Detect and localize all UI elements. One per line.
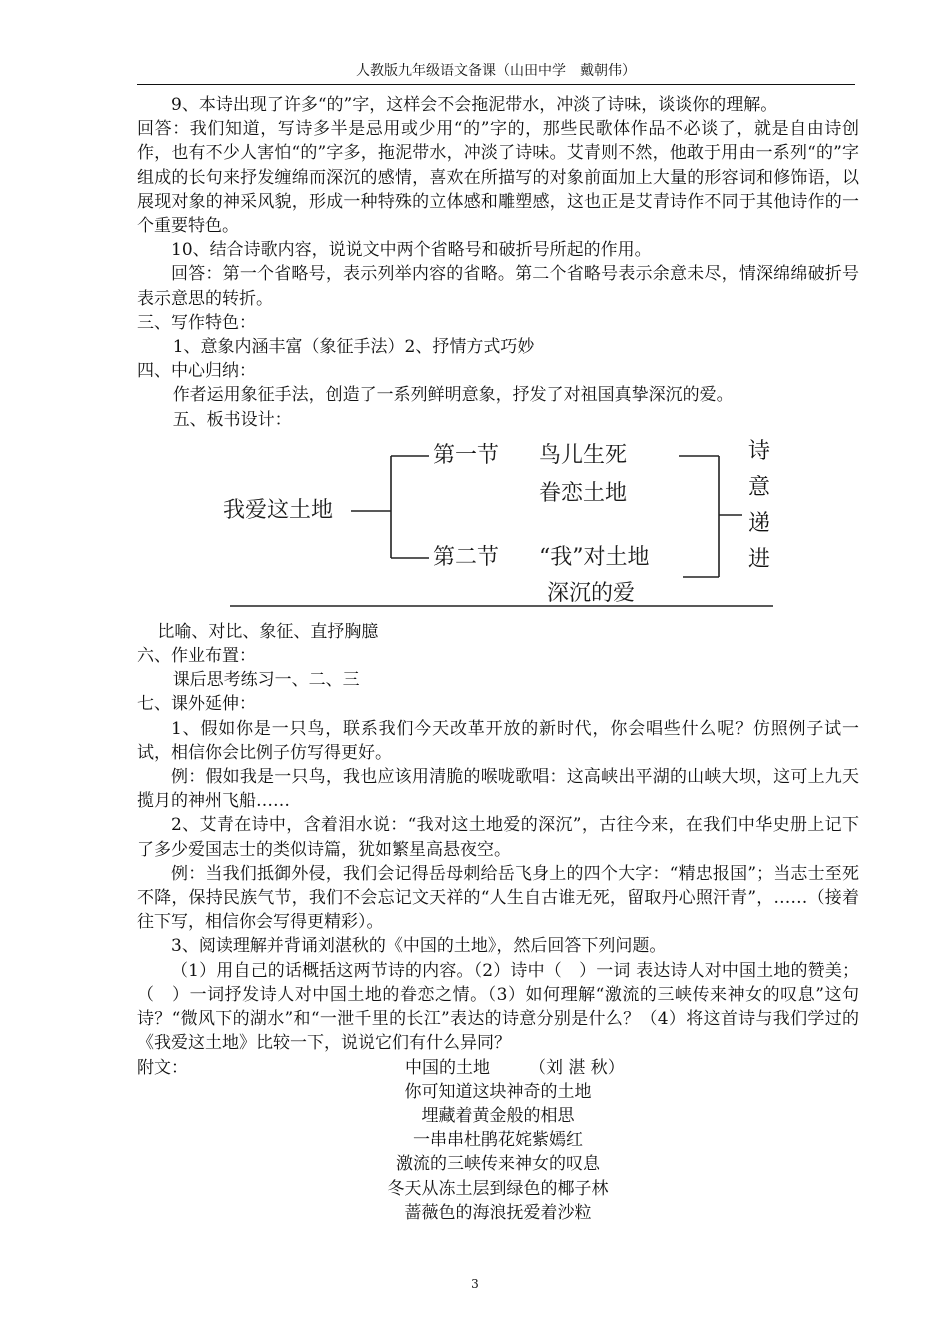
poem-line: 蔷薇色的海浪抚爱着沙粒 <box>404 1202 592 1223</box>
poem-line: 冬天从冻土层到绿色的椰子林 <box>387 1178 609 1199</box>
board-section-1-line-2: 眷恋土地 <box>539 480 628 506</box>
poem-line: 激流的三峡传来神女的叹息 <box>396 1154 600 1175</box>
question-9: 9、本诗出现了许多“的”字，这样会不会拖泥带水，冲淡了诗味，谈谈你的理解。 <box>171 95 778 115</box>
section-7-heading: 七、课外延伸： <box>137 694 256 715</box>
answer-10: 回答：第一个省略号，表示列举内容的省略。第二个省略号表示余意未尽，情深绵绵破折号表示意思的转折。 <box>137 264 859 309</box>
board-root: 我爱这土地 <box>223 497 334 523</box>
extension-item: 例：当我们抵御外侵，我们会记得岳母刺给岳飞身上的四个大字：“精忠报国”；当志士至死不降，保持民族气节，我们不会忘记文天祥的“人生自古谁无死，留取丹心照汗青”，……（接着往下写，相信你会写得更精彩）。 <box>137 863 859 933</box>
board-summary-char: 诗 <box>747 438 770 464</box>
section-3-heading: 三、写作特色： <box>137 312 256 333</box>
section-6-content: 课后思考练习一、二、三 <box>172 670 360 691</box>
poem-line: 一串串杜鹃花姹紫嫣红 <box>413 1130 583 1151</box>
section-3-content: 1、意象内涵丰富（象征手法）2、抒情方式巧妙 <box>172 337 535 358</box>
appendix-heading-row <box>137 1056 859 1080</box>
extension-item: 3、阅读理解并背诵刘湛秋的《中国的土地》，然后回答下列问题。 <box>171 936 667 957</box>
board-section-1: 第一节 <box>433 442 500 468</box>
board-summary-char: 进 <box>747 546 770 572</box>
extension-item: （1）用自己的话概括这两节诗的内容。（2）诗中（ ）一词 表达诗人对中国土地的赞美；（ ）一词抒发诗人对中国土地的眷恋之情。（3）如何理解“激流的三峡传来神女的叹息”这句诗？“微风下的湖水”和“一泄千里的长江”表达的诗意分别是什么？（4）将这首诗与我们学过的《我爱这土地》比较一下，说说它们有什么异同？ <box>137 960 859 1054</box>
poem-title: 中国的土地 <box>405 1057 490 1078</box>
poem-author: （刘 湛 秋） <box>529 1057 625 1078</box>
section-4-content: 作者运用象征手法，创造了一系列鲜明意象，抒发了对祖国真挚深沉的爱。 <box>172 385 734 406</box>
question-10: 10、结合诗歌内容，说说文中两个省略号和破折号所起的作用。 <box>171 240 652 261</box>
board-summary-char: 递 <box>747 510 770 536</box>
extension-item: 2、艾青在诗中，含着泪水说：“我对这土地爱的深沉”，古往今来，在我们中华史册上记下了多少爱国志士的类似诗篇，犹如繁星高悬夜空。 <box>137 815 859 860</box>
board-section-2-line-2: 深沉的爱 <box>547 580 636 606</box>
section-5-heading: 五、板书设计： <box>172 409 292 430</box>
poem-line: 你可知道这块神奇的土地 <box>404 1081 592 1102</box>
answer-9: 回答：我们知道，写诗多半是忌用或少用“的”字的，那些民歌体作品不必谈了，就是自由诗创作，也有不少人害怕“的”字多，拖泥带水，冲淡了诗味。艾青则不然，他敢于用由一系列“的”字组成的长句来抒发缠绵而深沉的感情，喜欢在所描写的对象前面加上大量的形容词和修饰语，以展现对象的神采风貌，形成一种特殊的立体感和雕塑感，这也正是艾青诗作不同于其他诗作的一个重要特色。 <box>137 119 859 237</box>
board-section-2-line-1: “我”对土地 <box>539 544 650 570</box>
rhetoric-techniques: 比喻、对比、象征、直抒胸臆 <box>157 621 379 642</box>
extension-item: 1、假如你是一只鸟，联系我们今天改革开放的新时代，你会唱些什么呢？仿照例子试一试，相信你会比例子仿写得更好。 <box>137 718 859 763</box>
document-body <box>137 93 859 1225</box>
page-header: 人教版九年级语文备课（山田中学 戴朝伟） <box>356 63 636 79</box>
board-section-1-line-1: 鸟儿生死 <box>539 442 628 468</box>
header-rule <box>137 84 855 85</box>
board-section-2: 第二节 <box>433 544 500 570</box>
extension-item: 例：假如我是一只鸟，我也应该用清脆的喉咙歌唱：这高峡出平湖的山峡大坝，这可上九天揽月的神州飞船…… <box>137 767 859 812</box>
section-4-heading: 四、中心归纳： <box>137 361 256 382</box>
section-6-heading: 六、作业布置： <box>137 646 256 667</box>
blackboard-diagram <box>137 434 859 620</box>
page-number: 3 <box>471 1277 479 1291</box>
appendix-label: 附文： <box>137 1057 188 1078</box>
poem-line: 埋藏着黄金般的相思 <box>421 1105 575 1126</box>
board-summary-char: 意 <box>747 474 770 500</box>
board-summary <box>742 434 776 578</box>
